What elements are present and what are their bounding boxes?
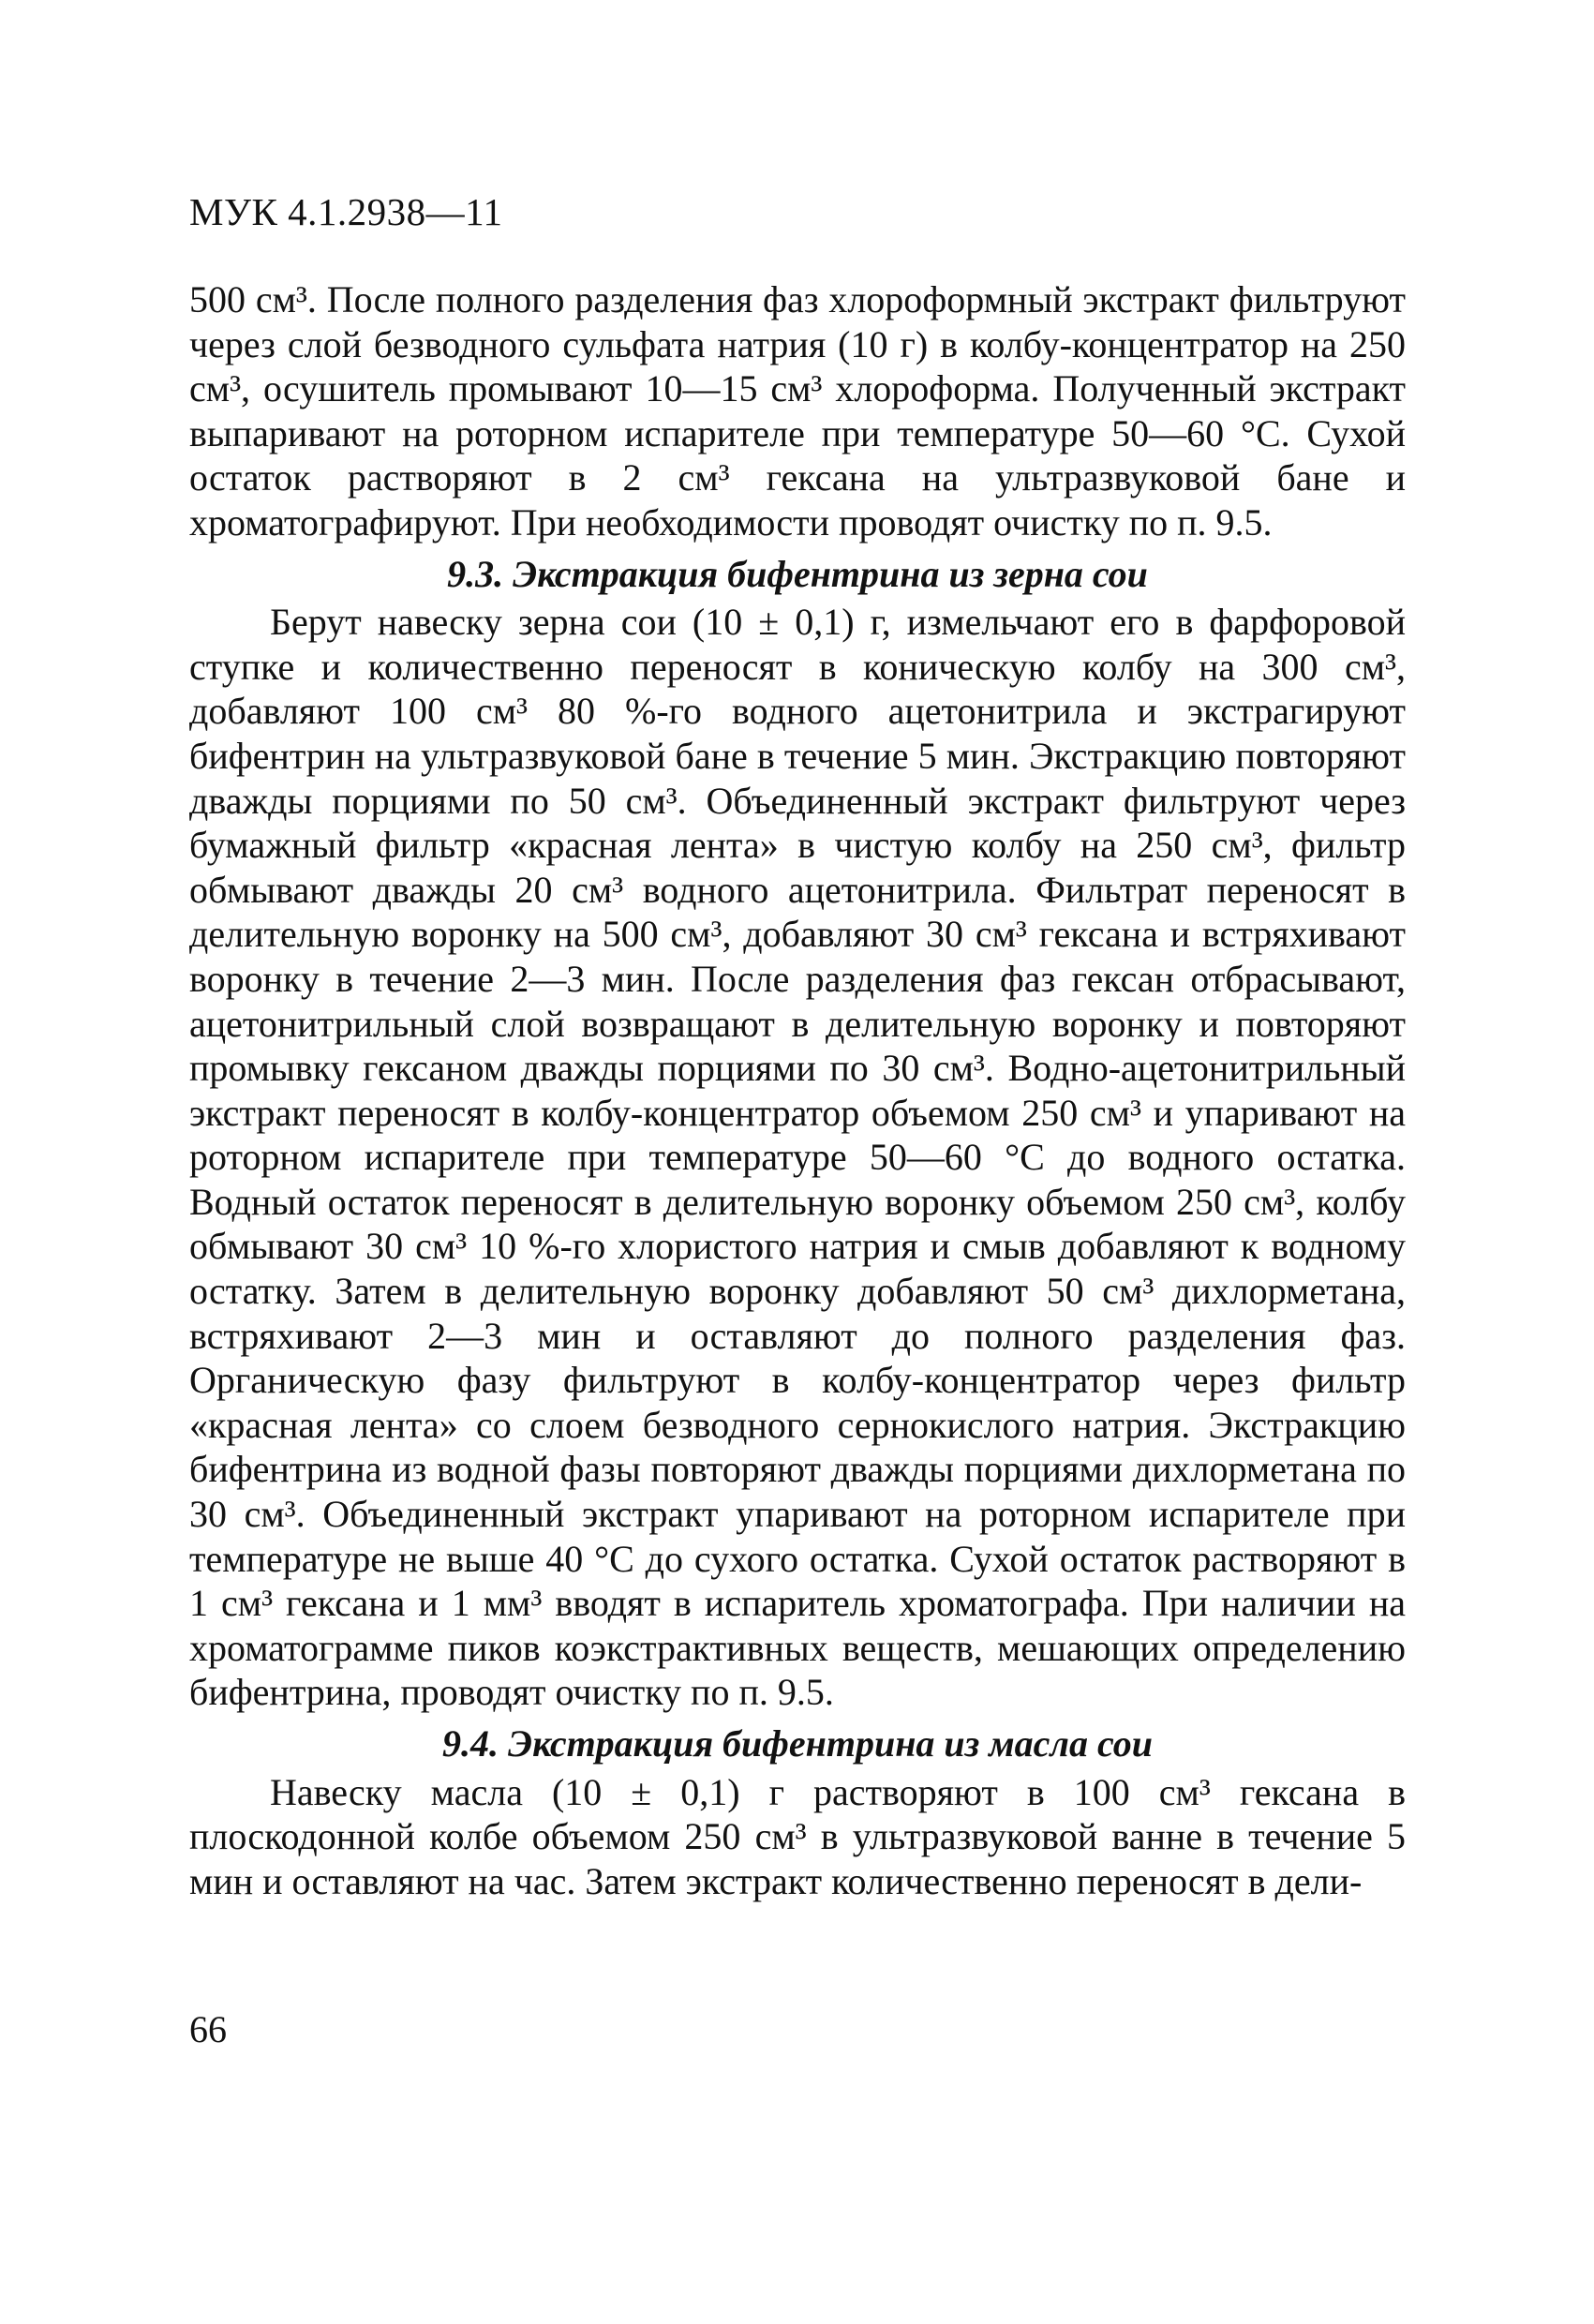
section-heading-9-3: 9.3. Экстракция бифентрина из зерна сои [447,552,1148,595]
section-heading-9-4: 9.4. Экстракция бифентрина из масла сои [442,1722,1153,1765]
page-body [189,277,1406,1903]
page-number: 66 [189,2008,227,2050]
paragraph-continuation: 500 см³. После полного разделения фаз хлороформный экстракт фильтруют через слой безводного сульфата натрия (10 г) в колбу-концентратор на 250 см³, осушитель промывают 10—15 см³ хлороформа. Полученный экстракт выпаривают на роторном испарителе при температуре 50—60 °С. Сухой остаток растворяют в 2 см³ гексана на ультразвуковой бане и хроматографируют. При необходимости проводят очистку по п. 9.5. [189,278,1406,544]
document-code-header: МУК 4.1.2938—11 [189,190,503,233]
paragraph-soy-oil-extraction: Навеску масла (10 ± 0,1) г растворяют в 100 см³ гексана в плоскодонной колбе объемом 250 см³ в ультразвуковой ванне в течение 5 мин и оставляют на час. Затем экстракт количественно переносят в дели- [189,1770,1406,1902]
paragraph-soy-grain-extraction: Берут навеску зерна сои (10 ± 0,1) г, измельчают его в фарфоровой ступке и количественно переносят в коническую колбу на 300 см³, добавляют 100 см³ 80 %-го водного ацетонитрила и экстрагируют бифентрин на ультразвуковой бане в течение 5 мин. Экстракцию повторяют дважды порциями по 50 см³. Объединенный экстракт фильтруют через бумажный фильтр «красная лента» в чистую колбу на 250 см³, фильтр обмывают дважды 20 см³ водного ацетонитрила. Фильтрат переносят в делительную воронку на 500 см³, добавляют 30 см³ гексана и встряхивают воронку в течение 2—3 мин. После разделения фаз гексан отбрасывают, ацетонитрильный слой возвращают в делительную воронку и повторяют промывку гексаном дважды порциями по 30 см³. Водно-ацетонитрильный экстракт переносят в колбу-концентратор объемом 250 см³ и упаривают на роторном испарителе при температуре 50—60 °С до водного остатка. Водный остаток переносят в делительную воронку объемом 250 см³, колбу обмывают 30 см³ 10 %-го хлористого натрия и смыв добавляют к водному остатку. Затем в делительную воронку добавляют 50 см³ дихлорметана, встряхивают 2—3 мин и оставляют до полного разделения фаз. Органическую фазу фильтруют в колбу-концентратор через фильтр «красная лента» со слоем безводного сернокислого натрия. Экстракцию бифентрина из водной фазы повторяют дважды порциями дихлорметана по 30 см³. Объединенный экстракт упаривают на роторном испарителе при температуре не выше 40 °С до сухого остатка. Сухой остаток растворяют в 1 см³ гексана и 1 мм³ вводят в испаритель хроматографа. При наличии на хроматограмме пиков коэкстрактивных веществ, мешающих определению бифентрина, проводят очистку по п. 9.5. [189,601,1406,1714]
